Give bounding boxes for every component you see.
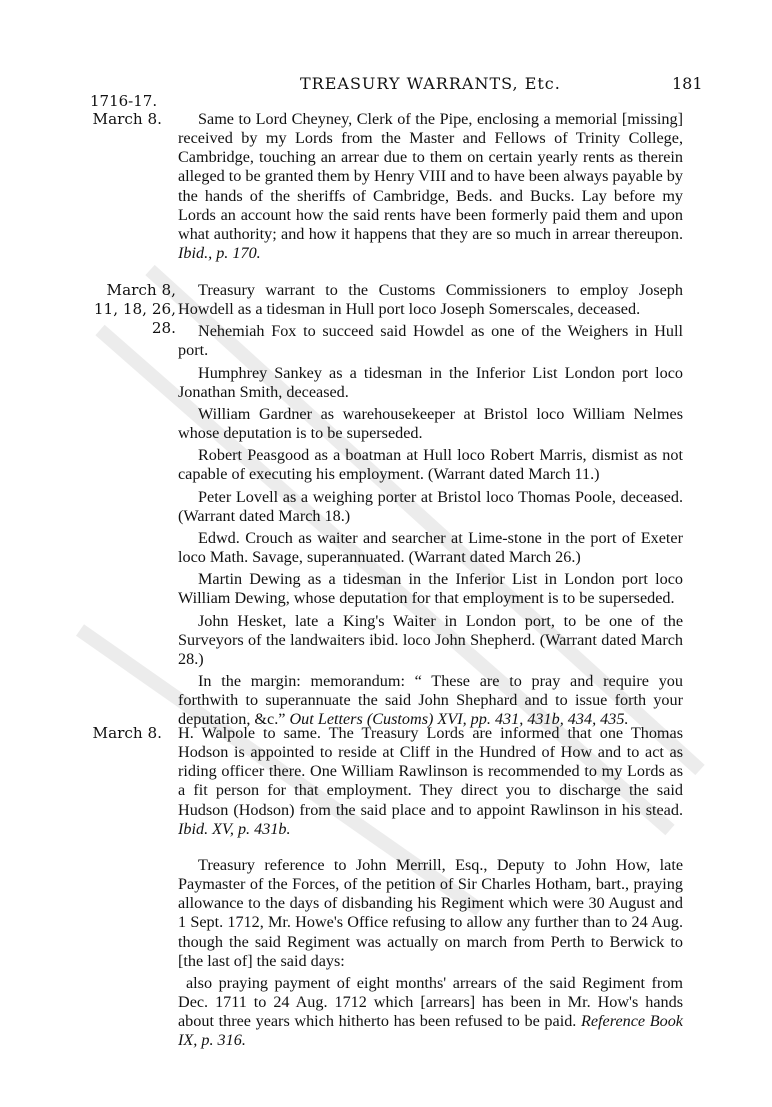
paragraph: Martin Dewing as a tidesman in the Inferior List in London port loco William Dewing, whose deputation for that employment is to be superseded.: [178, 570, 683, 608]
entry-date-margin: [86, 281, 176, 338]
margin-date: 11, 18, 26,: [93, 300, 176, 319]
entry-date-margin: [86, 724, 162, 743]
year-range: 1716-17.: [90, 92, 158, 110]
paragraph: Nehemiah Fox to succeed said Howdel as one of the Weighers in Hull port.: [178, 322, 683, 360]
entry-date-margin: [86, 110, 162, 129]
running-header-title: TREASURY WARRANTS, Etc.: [300, 74, 561, 93]
paragraph: John Hesket, late a King's Waiter in London port, to be one of the Surveyors of the landwaiters ibid. loco John Shepherd. (Warrant dated March 28.): [178, 611, 683, 668]
paragraph-text: also praying payment of eight months' arrears of the said Regiment from Dec. 1711 to 24 Aug. 1712 which [arrears] has been in Mr. How's hands about three years which hitherto has been refused to be paid.: [178, 973, 683, 1031]
margin-date: March 8,: [106, 281, 176, 299]
paragraph: Robert Peasgood as a boatman at Hull loco Robert Marris, dismist as not capable of executing his employment. (Warrant dated March 11.): [178, 446, 683, 484]
page-number: 181: [672, 74, 703, 93]
entry-text-block: [178, 856, 683, 1051]
margin-date: 28.: [151, 319, 176, 338]
paragraph: [178, 110, 683, 263]
entry-text-block: [178, 110, 683, 263]
entry-text-block: [178, 281, 683, 729]
paragraph: [178, 974, 683, 1051]
paragraph: Treasury warrant to the Customs Commissioners to employ Joseph Howdell as a tidesman in Hull port loco Joseph Somerscales, deceased.: [178, 281, 683, 319]
paragraph-text: In the margin: memorandum: “ These are to pray and require you forthwith to superannuate the said John Shephard and to issue forth your deputation, &c.”: [178, 671, 683, 729]
paragraph: [178, 724, 683, 839]
source-reference: Ibid. XV, p. 431b.: [178, 819, 291, 838]
entry-text-block: [178, 724, 683, 839]
source-reference: Ibid., p. 170.: [178, 244, 261, 263]
paragraph: [178, 672, 683, 729]
margin-date: March 8.: [92, 724, 162, 742]
paragraph: Peter Lovell as a weighing porter at Bristol loco Thomas Poole, deceased. (Warrant dated March 18.): [178, 487, 683, 525]
source-reference: Out Letters (Customs) XVI, pp. 431, 431b, 434, 435.: [289, 710, 629, 729]
paragraph: Treasury reference to John Merrill, Esq., Deputy to John How, late Paymaster of the Forces, of the petition of Sir Charles Hotham, bart., praying allowance to the days of disbanding his Regiment which were 30 August and 1 Sept. 1712, Mr. Howe's Office refusing to allow any further than to 24 Aug. though the said Regiment was actually on march from Perth to Berwick to [the last of] the said days:: [178, 856, 683, 970]
paragraph-text: H. Walpole to same. The Treasury Lords are informed that one Thomas Hodson is appointed to reside at Cliff in the Hundred of How and to act as riding officer there. One William Rawlinson is recommended to my Lords as a fit person for that employment. They direct you to discharge the said Hudson (Hodson) from the said place and to appoint Rawlinson in his stead.: [178, 724, 683, 819]
source-reference: Reference Book IX, p. 316.: [178, 1012, 683, 1050]
paragraph: William Gardner as warehousekeeper at Bristol loco William Nelmes whose deputation is to be superseded.: [178, 404, 683, 443]
margin-date: March 8.: [92, 110, 162, 128]
paragraph-text: Same to Lord Cheyney, Clerk of the Pipe, enclosing a memorial [missing] received by my Lords from the Master and Fellows of Trinity College, Cambridge, touching an arrear due to them on certain yearly rents as therein alleged to be granted them by Henry VIII and to have been always payable by the hands of the sheriffs of Cambridge, Beds. and Bucks. Lay before my Lords an account how the said rents have been formerly paid them and upon what authority; and how it happens that they are so much in arrear thereupon.: [178, 110, 683, 243]
paragraph: Humphrey Sankey as a tidesman in the Inferior List London port loco Jonathan Smith, deceased.: [178, 363, 683, 401]
paragraph: Edwd. Crouch as waiter and searcher at Lime-stone in the port of Exeter loco Math. Savage, superannuated. (Warrant dated March 26.): [178, 528, 683, 567]
